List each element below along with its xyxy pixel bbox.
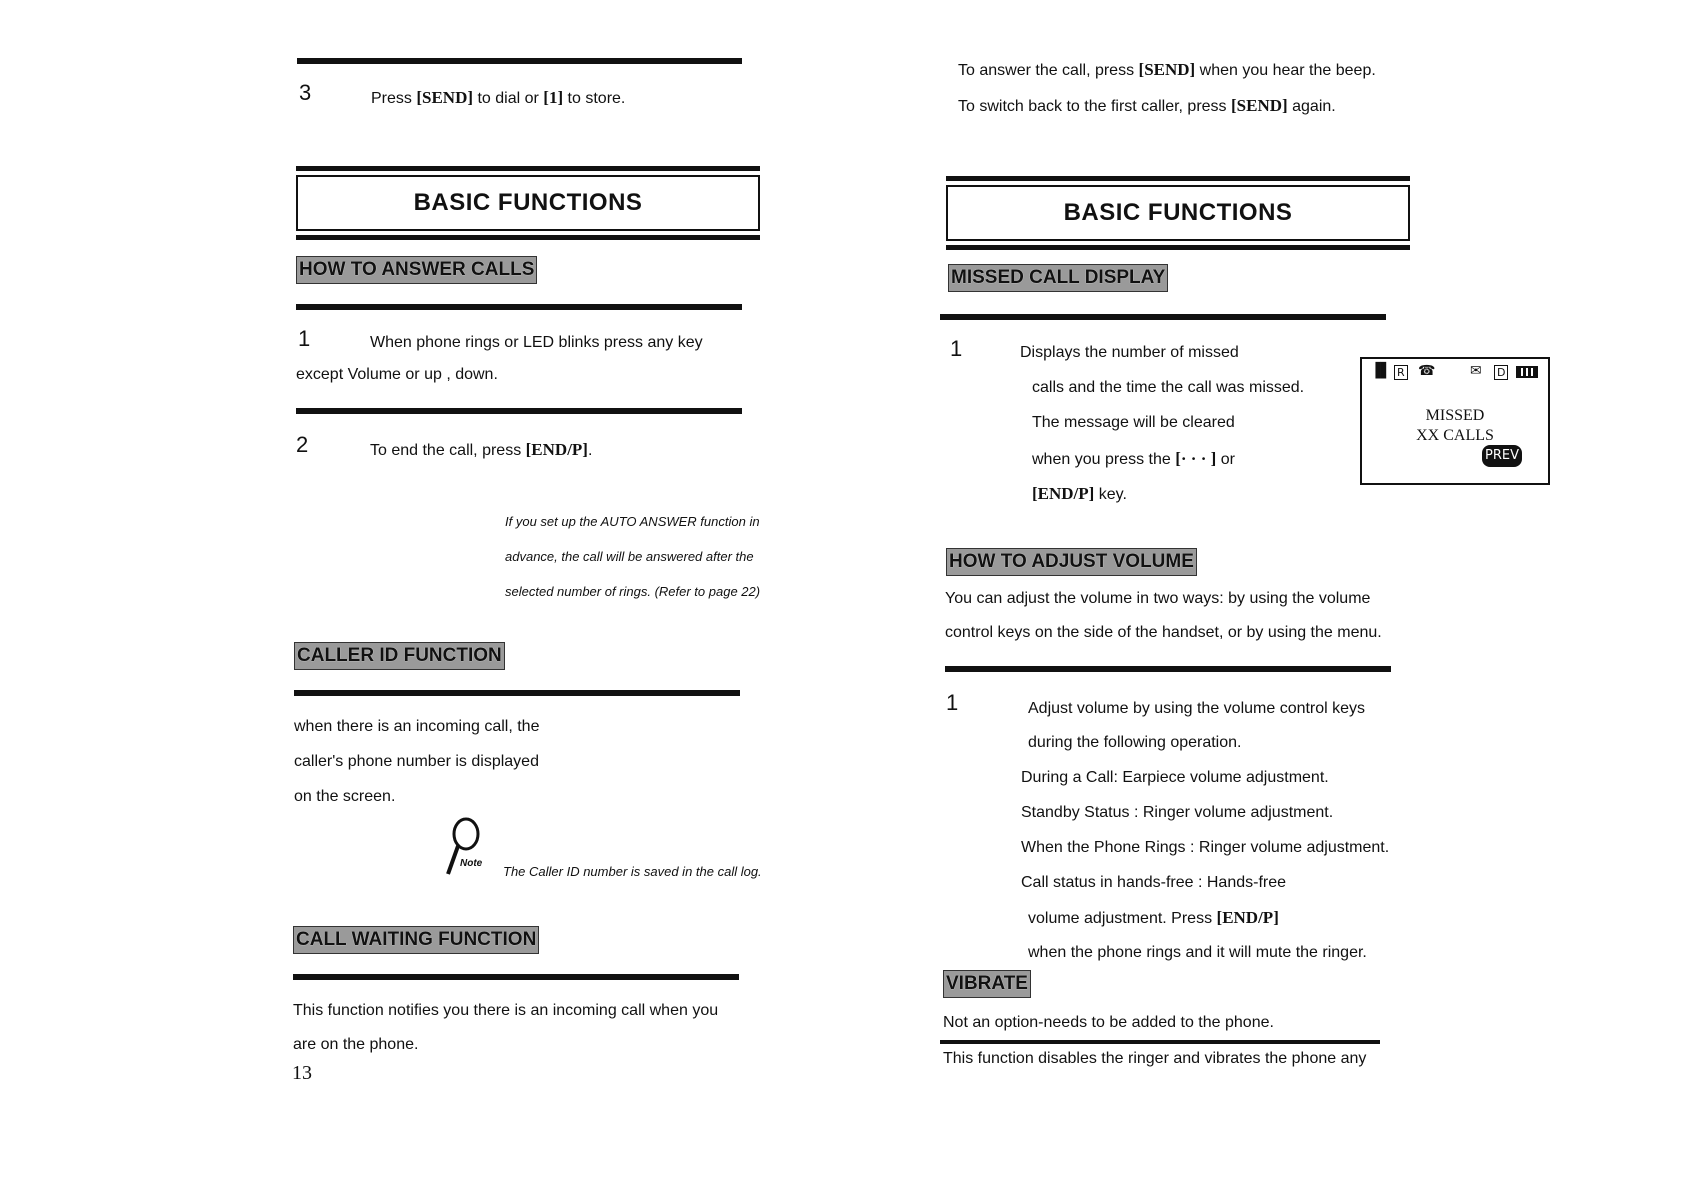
note-icon-label: Note [460,858,483,869]
section-header-answer-calls: HOW TO ANSWER CALLS [296,256,537,284]
volume-text: during the following operation. [1028,734,1242,751]
step-text: When phone rings or LED blinks press any key [370,334,703,351]
magnifier-icon [438,816,488,880]
volume-text [1028,908,1279,928]
divider-rule [940,314,1386,320]
missed-text: The message will be cleared [1032,414,1235,431]
volume-text: Adjust volume by using the volume control keys [1028,700,1366,717]
roaming-icon: R [1394,365,1408,380]
screen-calls-label: XX CALLS [1416,427,1494,444]
key-label: [END/P] [525,440,588,459]
vibrate-note: Not an option-needs to be added to the phone. [943,1014,1274,1031]
step-number: 1 [946,690,959,715]
text-segment: to dial or [473,90,544,107]
auto-answer-note: selected number of rings. (Refer to page 22) [505,584,761,599]
caller-id-note: The Caller ID number is saved in the call log. [503,864,762,879]
section-header-call-waiting: CALL WAITING FUNCTION [293,926,539,954]
text-segment: To switch back to the first caller, press [958,98,1231,115]
volume-text: when the phone rings and it will mute the ringer. [1028,944,1367,961]
text-segment: when you press the [1032,451,1176,468]
text-segment: Press [371,90,417,107]
divider-rule [940,1040,1380,1044]
key-label: [1] [543,88,564,107]
volume-text: Call status in hands-free : Hands-free [1021,874,1287,891]
section-header-vibrate: VIBRATE [943,970,1031,998]
envelope-icon: ✉ [1470,363,1482,379]
divider-rule [945,666,1391,672]
volume-text: When the Phone Rings : Ringer volume adjustment. [1021,839,1390,856]
volume-text: During a Call: Earpiece volume adjustment. [1021,769,1329,786]
digital-icon: D [1494,365,1508,380]
phone-icon: ☎ [1418,363,1436,379]
divider-rule [297,58,742,64]
banner-title: BASIC FUNCTIONS [296,175,760,231]
note-icon [438,816,488,880]
volume-intro: control keys on the side of the handset, or by using the menu. [945,624,1382,641]
divider-rule [293,974,739,980]
section-header-adjust-volume: HOW TO ADJUST VOLUME [946,548,1197,576]
phone-screen-illustration [1360,357,1550,485]
text-segment: when you hear the beep. [1195,62,1376,79]
answer-instruction [958,60,1376,80]
auto-answer-note: advance, the call will be answered after the [505,549,754,564]
screen-missed-label: MISSED [1425,407,1485,424]
step-number: 2 [296,432,309,457]
page-number: 13 [292,1062,312,1084]
auto-answer-note: If you set up the AUTO ANSWER function in [505,514,760,529]
missed-text: calls and the time the call was missed. [1032,379,1305,396]
text-segment: volume adjustment. Press [1028,910,1217,927]
call-waiting-text: are on the phone. [293,1036,419,1053]
text-segment: or [1216,451,1235,468]
screen-prev-softkey: PREV [1482,445,1522,467]
missed-text [1032,484,1127,504]
status-icon-bar [1368,363,1542,383]
divider-rule [294,690,740,696]
key-label: [· · · ] [1175,449,1217,468]
key-label: [SEND] [416,88,474,107]
step-text [370,440,592,460]
section-header-caller-id: CALLER ID FUNCTION [294,642,505,670]
section-banner [946,176,1410,250]
caller-id-text: caller's phone number is displayed [294,753,539,770]
step-text: except Volume or up , down. [296,366,498,383]
divider-rule [296,408,742,414]
key-label: [SEND] [1138,60,1196,79]
text-segment: . [587,442,593,459]
key-label: [END/P] [1032,484,1095,503]
key-label: [SEND] [1231,96,1288,115]
missed-text: Displays the number of missed [1020,344,1239,361]
signal-icon: ▐▌ [1370,363,1392,379]
text-segment: To end the call, press [370,442,526,459]
missed-text [1032,449,1235,469]
section-header-missed-calls: MISSED CALL DISPLAY [948,264,1168,292]
call-waiting-text: This function notifies you there is an incoming call when you [293,1002,719,1019]
text-segment: key. [1094,486,1127,503]
text-segment: again. [1287,98,1336,115]
step-number: 1 [950,336,963,361]
text-segment: To answer the call, press [958,62,1139,79]
caller-id-text: when there is an incoming call, the [294,718,540,735]
step-number: 3 [299,80,312,105]
key-label: [END/P] [1216,908,1279,927]
step-text [371,88,625,108]
step-number: 1 [298,326,311,351]
volume-intro: You can adjust the volume in two ways: by using the volume [945,590,1371,607]
section-banner [296,166,760,240]
switch-instruction [958,96,1336,116]
vibrate-text: This function disables the ringer and vibrates the phone any [943,1050,1367,1067]
volume-text: Standby Status : Ringer volume adjustment. [1021,804,1334,821]
divider-rule [296,304,742,310]
banner-title: BASIC FUNCTIONS [946,185,1410,241]
text-segment: to store. [563,90,626,107]
battery-icon [1516,366,1538,378]
caller-id-text: on the screen. [294,788,396,805]
